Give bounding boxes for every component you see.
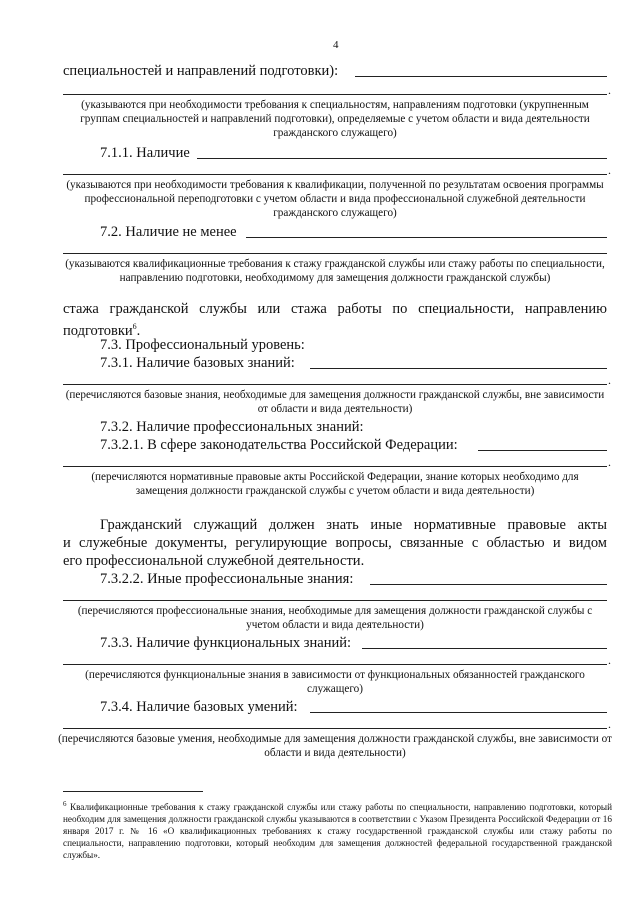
footnote-marker: 6 xyxy=(63,800,67,808)
stazh-line-1: стажа гражданской службы или стажа работы по специальности, направлению xyxy=(63,301,607,317)
para-line-2: и служебные документы, регулирующие вопросы, связанные с областью и видом xyxy=(63,535,607,551)
item-7-1-1: 7.1.1. Наличие xyxy=(100,145,190,161)
note-specialties: (указываются при необходимости требования к специальностям, направлениям подготовки (укрупненным группам специальностей и направлений подготовки), определяемые с учетом области и вида деятельности гражданского служащего) xyxy=(80,99,590,140)
item-7-1-1-fill-line-2 xyxy=(63,174,607,175)
period-mark: . xyxy=(608,83,611,97)
page-number: 4 xyxy=(333,39,339,51)
item-7-2-fill-line-2 xyxy=(63,253,607,254)
period-mark: . xyxy=(608,373,611,387)
item-7-3-1: 7.3.1. Наличие базовых знаний: xyxy=(100,355,295,371)
note-7-3-3: (перечисляются функциональные знания в зависимости от функциональных обязанностей гражданского служащего) xyxy=(85,669,585,696)
note-7-1-1: (указываются при необходимости требования к квалификации, полученной по результатам освоения программы профессиональной переподготовки с учетом области и вида профессиональной служебной деятельности гражданского служащего) xyxy=(66,179,604,220)
stazh-text: подготовки xyxy=(63,322,133,339)
item-7-3-1-fill-line xyxy=(310,368,607,369)
note-7-2: (указываются квалификационные требования к стажу гражданской службы или стажу работы по специальности, направлению подготовки, необходимому для замещения должности гражданской службы) xyxy=(65,258,605,285)
note-7-3-1: (перечисляются базовые знания, необходимые для замещения должности гражданской службы, вне зависимости от области и вида деятельности) xyxy=(65,389,605,416)
item-7-3-3: 7.3.3. Наличие функциональных знаний: xyxy=(100,635,352,651)
footnote xyxy=(63,798,612,861)
footnote-separator xyxy=(63,791,203,792)
item-7-3-2-2-fill-line-2 xyxy=(63,600,607,601)
period-mark: . xyxy=(608,653,611,667)
item-7-3-4-fill-line-2 xyxy=(63,728,607,729)
item-7-3-1-fill-line-2 xyxy=(63,384,607,385)
note-7-3-2-2: (перечисляются профессиональные знания, необходимые для замещения должности гражданской службы с учетом области и вида деятельности) xyxy=(77,605,593,632)
item-7-3-2-1: 7.3.2.1. В сфере законодательства Российской Федерации: xyxy=(100,437,458,453)
period-mark: . xyxy=(608,163,611,177)
footnote-ref: 6 xyxy=(132,322,137,331)
item-7-1-1-fill-line xyxy=(197,158,607,159)
note-7-3-2-1: (перечисляются нормативные правовые акты Российской Федерации, знание которых необходимо для замещения должности гражданской службы с учетом области и вида деятельности) xyxy=(91,471,579,498)
specialties-label: специальностей и направлений подготовки): xyxy=(63,63,339,79)
footnote-text: Квалификационные требования к стажу гражданской службы или стажу работы по специальности, направлению подготовки, который необходим для замещения должности гражданской службы указываются в соответствии с Указом Президента Российской Федерации от 16 января 2017 г. № 16 «О квалификационных требованиях к стажу государственной гражданской службы или стажу работы по специальности, направлению подготовки, который необходим для замещения должностей федеральной государственной гражданской службы». xyxy=(63,802,613,861)
item-7-3-2: 7.3.2. Наличие профессиональных знаний: xyxy=(100,419,364,435)
item-7-3-2-2-fill-line xyxy=(370,584,607,585)
item-7-3-3-fill-line-2 xyxy=(63,664,607,665)
specialties-fill-line-2 xyxy=(63,94,607,95)
para-line-1: Гражданский служащий должен знать иные нормативные правовые акты xyxy=(100,517,607,533)
item-7-3-2-1-fill-line xyxy=(478,450,607,451)
period-mark: . xyxy=(608,717,611,731)
item-7-3-3-fill-line xyxy=(362,648,607,649)
period-mark: . xyxy=(608,455,611,469)
item-7-3-4-fill-line xyxy=(310,712,607,713)
stazh-period: . xyxy=(136,322,141,339)
item-7-3-2-1-fill-line-2 xyxy=(63,466,607,467)
note-7-3-4: (перечисляются базовые умения, необходимые для замещения должности гражданской службы, вне зависимости от области и вида деятельности) xyxy=(58,733,612,760)
item-7-2: 7.2. Наличие не менее xyxy=(100,224,237,240)
item-7-3-2-2: 7.3.2.2. Иные профессиональные знания: xyxy=(100,571,354,587)
para-line-3: его профессиональной служебной деятельности. xyxy=(63,553,365,569)
item-7-2-fill-line xyxy=(246,237,607,238)
item-7-3-4: 7.3.4. Наличие базовых умений: xyxy=(100,699,298,715)
item-7-3: 7.3. Профессиональный уровень: xyxy=(100,337,305,353)
specialties-fill-line xyxy=(355,76,607,77)
